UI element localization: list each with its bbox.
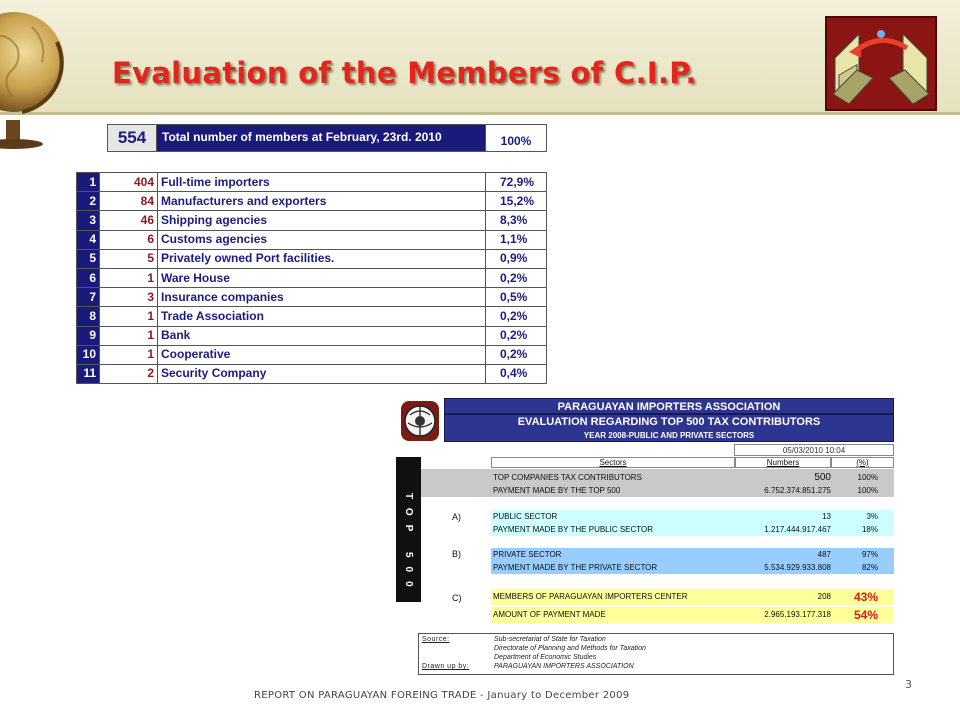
row-index: 11 [77, 364, 100, 383]
row-label: Manufacturers and exporters [158, 192, 486, 211]
col-sectors: Sectors [491, 457, 735, 468]
row-index: 5 [77, 249, 100, 268]
total-members-box [107, 124, 547, 152]
row-label: PUBLIC SECTOR [493, 512, 558, 521]
row-label: Trade Association [158, 307, 486, 326]
row-count: 2 [100, 364, 158, 383]
row-percent: 0,5% [486, 288, 547, 307]
table-row [491, 548, 894, 561]
row-value: 13 [822, 512, 831, 521]
row-index: 10 [77, 345, 100, 364]
source-key: Source: [422, 636, 450, 643]
table-row [77, 364, 547, 383]
row-index: 9 [77, 326, 100, 345]
header-divider [0, 112, 960, 115]
row-percent: 0,2% [486, 268, 547, 287]
drawn-key: Drawn up by: [422, 663, 470, 670]
total-count: 554 [108, 125, 157, 151]
row-percent: 0,2% [486, 345, 547, 364]
row-label: Bank [158, 326, 486, 345]
col-percent: (%) [831, 457, 894, 468]
table-row [77, 192, 547, 211]
table-row [77, 288, 547, 307]
row-percent: 97% [861, 550, 878, 559]
row-percent: 1,1% [486, 230, 547, 249]
panel-org-title: PARAGUAYAN IMPORTERS ASSOCIATION [444, 398, 894, 414]
row-percent: 43% [853, 590, 878, 604]
panel-heading [444, 414, 894, 442]
association-emblem-icon [398, 397, 442, 445]
table-row [77, 345, 547, 364]
row-value: 500 [814, 472, 831, 483]
table-row [77, 268, 547, 287]
row-count: 1 [100, 268, 158, 287]
row-label: PRIVATE SECTOR [493, 550, 562, 559]
row-index: 2 [77, 192, 100, 211]
row-label: PAYMENT MADE BY THE TOP 500 [493, 486, 621, 495]
page-number: 3 [905, 678, 912, 691]
section-a-tag: A) [452, 512, 461, 522]
row-index: 3 [77, 211, 100, 230]
col-numbers: Numbers [735, 457, 831, 468]
row-percent: 100% [857, 473, 878, 482]
table-row [77, 249, 547, 268]
row-index: 1 [77, 173, 100, 192]
row-count: 46 [100, 211, 158, 230]
row-label: Shipping agencies [158, 211, 486, 230]
row-value: 1.217.444.917.467 [764, 525, 831, 534]
table-row [491, 510, 894, 523]
table-row [491, 607, 894, 623]
row-label: Cooperative [158, 345, 486, 364]
row-label: PAYMENT MADE BY THE PUBLIC SECTOR [493, 525, 654, 534]
row-label: TOP COMPANIES TAX CONTRIBUTORS [493, 473, 642, 482]
tax-contributors-panel [396, 397, 896, 625]
row-percent: 100% [857, 486, 878, 495]
row-label: Full-time importers [158, 173, 486, 192]
table-row [77, 230, 547, 249]
source-box [418, 633, 894, 675]
table-row [491, 471, 894, 484]
row-count: 5 [100, 249, 158, 268]
section-b-tag: B) [452, 549, 461, 559]
row-index: 4 [77, 230, 100, 249]
globe-icon [0, 2, 72, 150]
row-percent: 15,2% [486, 192, 547, 211]
row-value: 2.965.193.177.318 [764, 610, 831, 619]
source-line: Directorate of Planning and Methods for Taxation [494, 645, 646, 652]
row-percent: 3% [866, 512, 878, 521]
row-percent: 0,9% [486, 249, 547, 268]
row-label: Privately owned Port facilities. [158, 249, 486, 268]
row-index: 7 [77, 288, 100, 307]
source-line: Department of Economic Studies [494, 654, 597, 661]
row-count: 6 [100, 230, 158, 249]
row-percent: 72,9% [486, 173, 547, 192]
top500-vertical-label: TOP 500 [396, 457, 421, 602]
row-count: 1 [100, 345, 158, 364]
row-label: Customs agencies [158, 230, 486, 249]
row-value: 487 [817, 550, 831, 559]
row-count: 84 [100, 192, 158, 211]
total-percent: 100% [485, 125, 546, 151]
panel-heading-sub: YEAR 2008-PUBLIC AND PRIVATE SECTORS [583, 431, 755, 440]
row-label: Ware House [158, 268, 486, 287]
table-row [491, 589, 894, 605]
computers-exchange-icon [827, 18, 935, 109]
row-index: 8 [77, 307, 100, 326]
row-index: 6 [77, 268, 100, 287]
table-row [77, 307, 547, 326]
row-percent: 0,2% [486, 307, 547, 326]
row-percent: 18% [861, 525, 878, 534]
panel-date: 05/03/2010 10:04 [734, 444, 894, 456]
panel-heading-main: EVALUATION REGARDING TOP 500 TAX CONTRIBUTORS [517, 416, 821, 428]
footer-text: REPORT ON PARAGUAYAN FOREING TRADE - January to December 2009 [254, 690, 630, 701]
row-label: MEMBERS OF PARAGUAYAN IMPORTERS CENTER [493, 592, 688, 601]
row-count: 1 [100, 307, 158, 326]
total-label: Total number of members at February, 23rd. 2010 [157, 125, 485, 151]
row-percent: 0,4% [486, 364, 547, 383]
drawn-value: PARAGUAYAN IMPORTERS ASSOCIATION [494, 663, 634, 670]
row-percent: 54% [853, 608, 878, 622]
row-count: 1 [100, 326, 158, 345]
row-percent: 0,2% [486, 326, 547, 345]
row-count: 3 [100, 288, 158, 307]
row-percent: 8,3% [486, 211, 547, 230]
page-title: Evaluation of the Members of C.I.P. [112, 56, 697, 90]
table-row [491, 561, 894, 574]
row-label: Insurance companies [158, 288, 486, 307]
row-percent: 82% [861, 563, 878, 572]
row-value: 208 [817, 592, 831, 601]
table-row [77, 326, 547, 345]
table-row [491, 484, 894, 497]
section-c-tag: C) [452, 593, 462, 603]
members-table [76, 172, 547, 384]
table-row [77, 211, 547, 230]
row-count: 404 [100, 173, 158, 192]
row-value: 5.534.929.933.808 [764, 563, 831, 572]
source-line: Sub-secretariat of State for Taxation [494, 636, 606, 643]
table-row [77, 173, 547, 192]
row-label: PAYMENT MADE BY THE PRIVATE SECTOR [493, 563, 658, 572]
table-row [491, 523, 894, 536]
row-value: 6.752.374.851.275 [764, 486, 831, 495]
trade-logo [825, 16, 937, 111]
row-label: AMOUNT OF PAYMENT MADE [493, 610, 606, 619]
row-label: Security Company [158, 364, 486, 383]
